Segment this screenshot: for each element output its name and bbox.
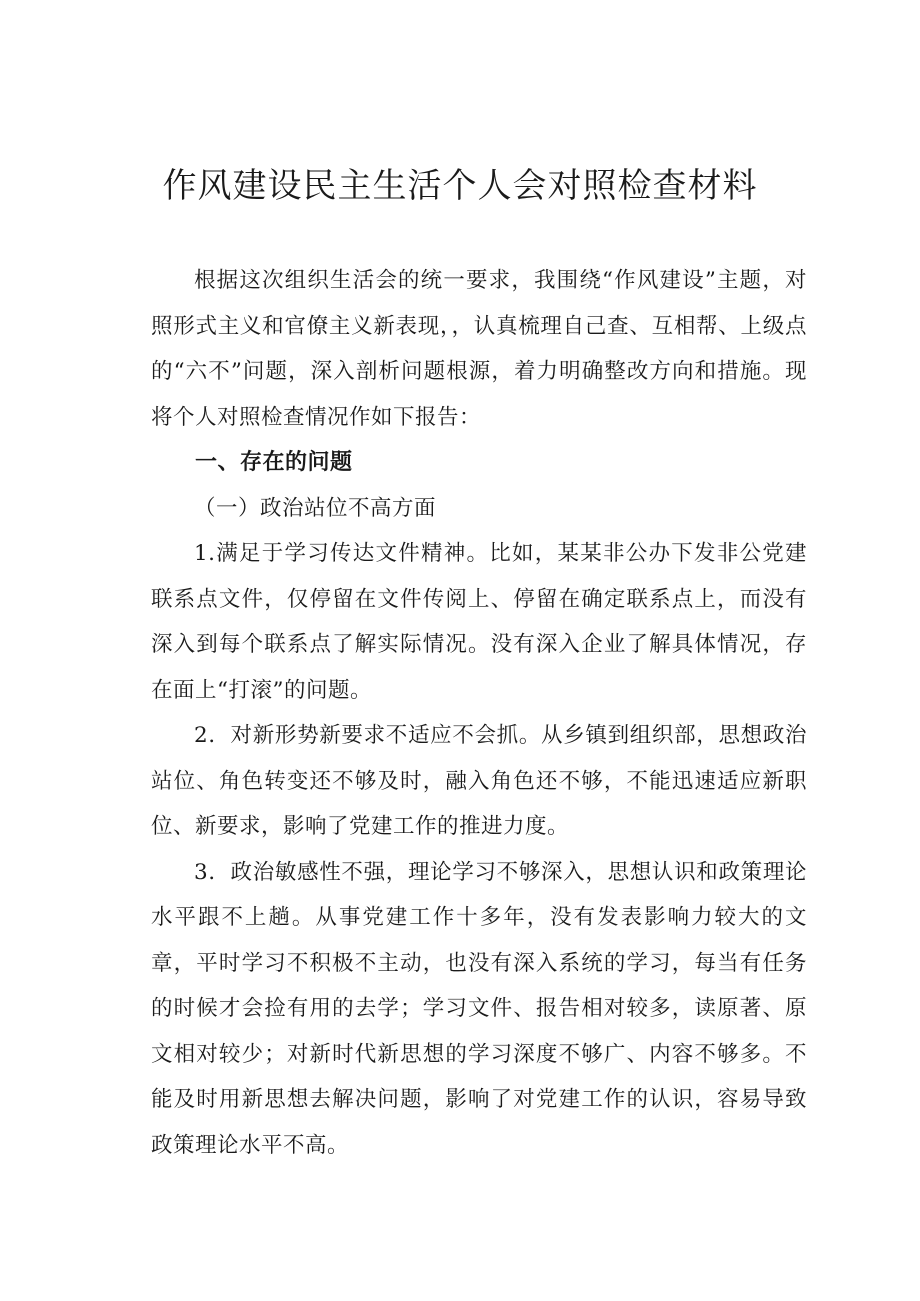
problem-item-3: 3．政治敏感性不强，理论学习不够深入，思想认识和政策理论水平跟不上趟。从事党建工作十多年，没有发表影响力较大的文章，平时学习不积极不主动，也没有深入系统的学习，每当有任务的时候才会捡有用的去学；学习文件、报告相对较多，读原著、原文相对较少；对新时代新思想的学习深度不够广、内容不够多。不能及时用新思想去解决问题，影响了对党建工作的认识，容易导致政策理论水平不高。 bbox=[151, 859, 807, 1158]
document-body bbox=[151, 258, 807, 1168]
subsection-heading-political-stance: （一）政治站位不高方面 bbox=[194, 495, 437, 521]
intro-paragraph: 根据这次组织生活会的统一要求，我围绕“作风建设”主题，对照形式主义和官僚主义新表现，，认真梳理自己查、互相帮、上级点的“六不”问题，深入剖析问题根源，着力明确整改方向和措施。现将个人对照检查情况作如下报告： bbox=[151, 268, 807, 430]
section-heading-problems: 一、存在的问题 bbox=[195, 450, 353, 475]
problem-item-1: 1.满足于学习传达文件精神。比如，某某非公办下发非公党建联系点文件，仅停留在文件传阅上、停留在确定联系点上，而没有深入到每个联系点了解实际情况。没有深入企业了解具体情况，存在面上“打滚”的问题。 bbox=[151, 541, 807, 703]
problem-item-2: 2．对新形势新要求不适应不会抓。从乡镇到组织部，思想政治站位、角色转变还不够及时，融入角色还不够，不能迅速适应新职位、新要求，影响了党建工作的推进力度。 bbox=[151, 723, 807, 839]
document-title: 作风建设民主生活个人会对照检查材料 bbox=[162, 166, 758, 206]
